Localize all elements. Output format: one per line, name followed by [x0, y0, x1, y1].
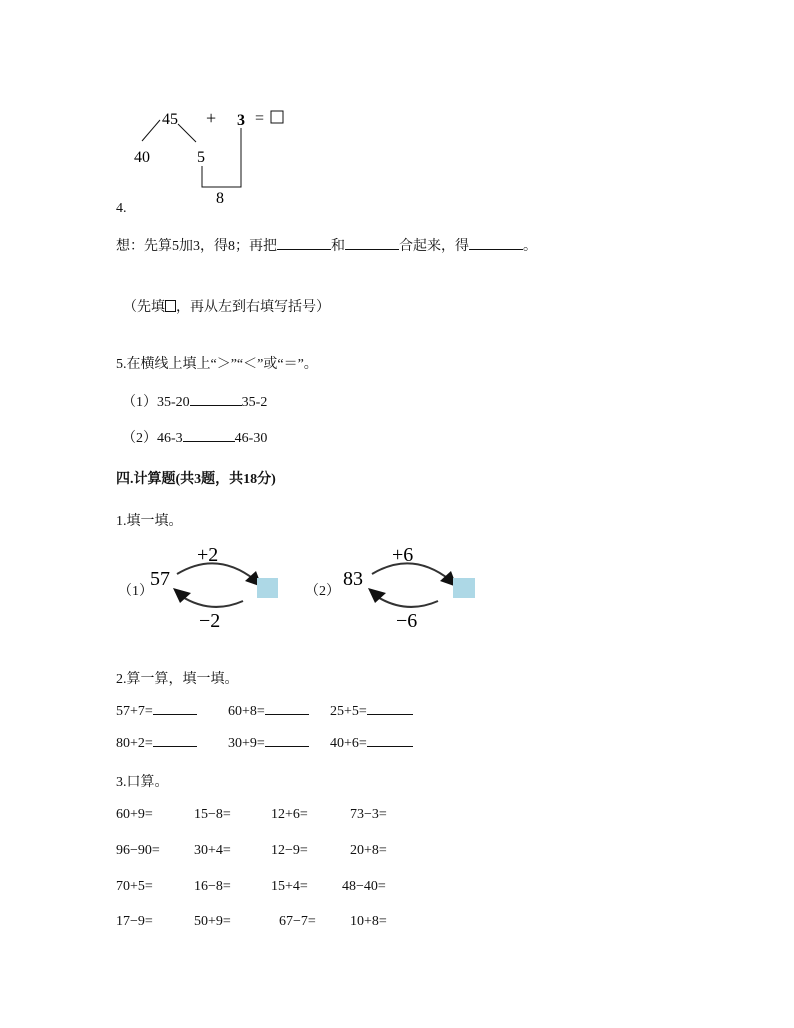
number-40: 40 — [134, 149, 150, 166]
q4-hint-text-a: （先填 — [123, 300, 165, 315]
branch-left — [142, 120, 160, 141]
q4-think-text-d: 。 — [523, 239, 537, 254]
c2-title: 2.算一算，填一填。 — [116, 672, 239, 687]
c1-item-1-start: 57 — [150, 568, 170, 590]
q5-item-1-right: 35-2 — [241, 395, 268, 410]
q5-item-1 — [122, 391, 267, 411]
c3-r1-c2: 15−8= — [194, 807, 231, 822]
c2-r2-c1-expr: 80+2= — [116, 736, 153, 751]
c3-r4-c3: 67−7= — [279, 914, 316, 929]
q5-item-2-left: 46-3 — [157, 431, 183, 446]
c1-item-1-label: （1） — [118, 584, 153, 599]
number-5: 5 — [197, 149, 205, 166]
c3-r1-c4: 73−3= — [350, 807, 387, 822]
c1-item-1-top: +2 — [197, 544, 219, 566]
c2-r2-c2 — [228, 736, 309, 752]
c1-item-1-bottom: −2 — [199, 610, 221, 632]
q5-title: 5.在横线上填上“＞”“＜”或“＝”。 — [116, 357, 318, 372]
answer-square — [271, 111, 283, 123]
q4-blank-3[interactable] — [469, 248, 523, 250]
q4-think-text-b: 和 — [331, 239, 345, 254]
q5-item-1-left: 35-20 — [157, 395, 190, 410]
c2-r2-c3-expr: 40+6= — [330, 736, 367, 751]
q5-item-1-blank[interactable] — [190, 404, 242, 406]
c3-r3-c3: 15+4= — [271, 879, 308, 894]
c2-r1-c2-blank[interactable] — [265, 713, 309, 715]
c3-r3-c4: 48−40= — [342, 879, 386, 894]
plus-sign: + — [206, 108, 217, 128]
q4-think-text-c: 合起来，得 — [399, 239, 469, 254]
c2-r1-c3-expr: 25+5= — [330, 704, 367, 719]
c1-item-2-label: （2） — [305, 584, 340, 599]
hint-square — [165, 300, 176, 312]
q5-item-2-right: 46-30 — [234, 431, 268, 446]
c3-r2-c4: 20+8= — [350, 843, 387, 858]
c2-r1-c3 — [330, 704, 413, 720]
arrow-bottom-2 — [376, 596, 438, 607]
q4-blank-2[interactable] — [345, 248, 399, 250]
q4-hint-line — [123, 296, 330, 316]
c2-r2-c1-blank[interactable] — [153, 745, 197, 747]
c3-r3-c2: 16−8= — [194, 879, 231, 894]
q5-item-2 — [122, 427, 267, 447]
q4-think-line — [116, 235, 537, 255]
c2-r1-c2 — [228, 704, 309, 720]
number-45: 45 — [162, 111, 178, 128]
q5-item-2-label: （2） — [122, 431, 157, 446]
c3-r4-c4: 10+8= — [350, 914, 387, 929]
c1-title: 1.填一填。 — [116, 514, 183, 529]
section-4-title: 四.计算题(共3题，共18分) — [116, 472, 276, 487]
number-3: 3 — [237, 112, 245, 129]
c2-r2-c2-blank[interactable] — [265, 745, 309, 747]
answer-box-1[interactable] — [257, 578, 278, 598]
decomposition-diagram — [120, 100, 320, 210]
c1-item-2-bottom: −6 — [396, 610, 418, 632]
answer-box-2[interactable] — [453, 578, 475, 598]
c3-r1-c3: 12+6= — [271, 807, 308, 822]
equals-sign: = — [255, 110, 265, 127]
c2-r1-c1-expr: 57+7= — [116, 704, 153, 719]
q4-blank-1[interactable] — [277, 248, 331, 250]
c3-r4-c2: 50+9= — [194, 914, 231, 929]
c3-r2-c3: 12−9= — [271, 843, 308, 858]
c3-r1-c1: 60+9= — [116, 807, 153, 822]
q4-think-text-a: 想：先算5加3，得8；再把 — [116, 239, 277, 254]
c3-r4-c1: 17−9= — [116, 914, 153, 929]
number-8: 8 — [216, 190, 224, 207]
q4-hint-text-b: ，再从左到右填写括号） — [176, 300, 330, 315]
c2-r1-c1-blank[interactable] — [153, 713, 197, 715]
c3-r2-c2: 30+4= — [194, 843, 231, 858]
c2-r1-c2-expr: 60+8= — [228, 704, 265, 719]
c3-r2-c1: 96−90= — [116, 843, 160, 858]
c3-r3-c1: 70+5= — [116, 879, 153, 894]
c2-r2-c2-expr: 30+9= — [228, 736, 265, 751]
c2-r2-c3-blank[interactable] — [367, 745, 413, 747]
q5-item-1-label: （1） — [122, 395, 157, 410]
q5-item-2-blank[interactable] — [183, 440, 235, 442]
c1-item-2-top: +6 — [392, 544, 414, 566]
arrow-bottom-1 — [181, 596, 243, 607]
c2-r2-c1 — [116, 736, 197, 752]
c2-r1-c1 — [116, 704, 197, 720]
branch-right — [178, 124, 196, 142]
c1-item-2-start: 83 — [343, 568, 363, 590]
bracket-line — [202, 128, 241, 187]
q4-number: 4. — [116, 201, 127, 216]
c2-r1-c3-blank[interactable] — [367, 713, 413, 715]
c3-title: 3.口算。 — [116, 775, 169, 790]
c2-r2-c3 — [330, 736, 413, 752]
